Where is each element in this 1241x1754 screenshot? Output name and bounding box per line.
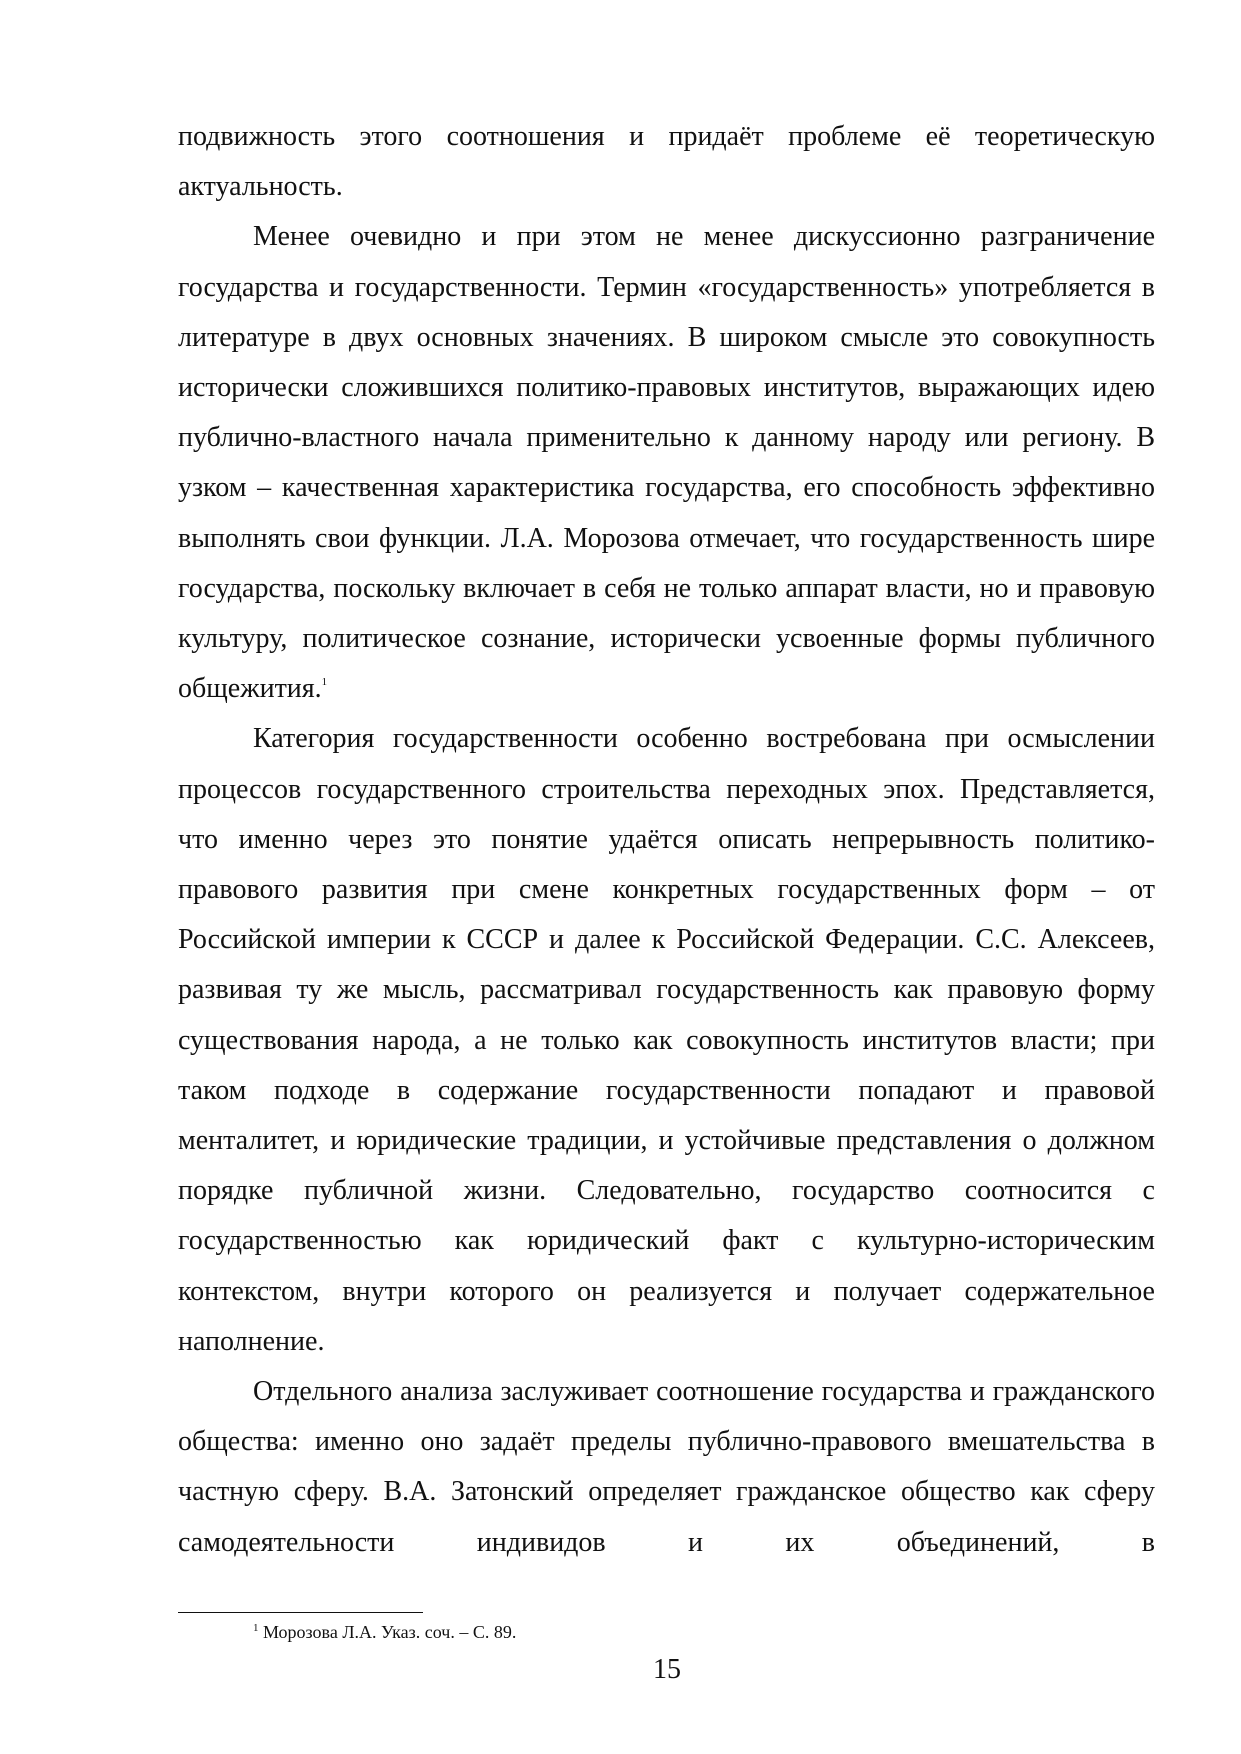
footnote-reference[interactable]: 1 (321, 675, 328, 688)
footnote-text: Морозова Л.А. Указ. соч. – С. 89. (263, 1622, 517, 1642)
footnote (253, 1620, 516, 1644)
paragraph-3 (178, 714, 1155, 1367)
page-number: 15 (653, 1654, 681, 1685)
paragraph-4 (178, 1367, 1155, 1568)
paragraph-3-text: Категория государственности особенно востребована при осмыслении процессов государственного строительства переходных эпох. Представляется, что именно через это понятие удаётся описать непрерывность политико-правового развития при смене конкретных государственных форм – от Российской империи к СССР и далее к Российской Федерации. С.С. Алексеев, развивая ту же мысль, рассматривал государственность как правовую форму существования народа, а не только как совокупность институтов власти; при таком подходе в содержание государственности попадают и правовой менталитет, и юридические традиции, и устойчивые представления о должном порядке публичной жизни. Следовательно, государство соотносится с государственностью как юридический факт с культурно-историческим контекстом, внутри которого он реализуется и получает содержательное наполнение. (178, 723, 1155, 1357)
page-body (178, 112, 1155, 1568)
paragraph-2-text: Менее очевидно и при этом не менее дискуссионно разграничение государства и государственности. Термин «государственность» употребляется в литературе в двух основных значениях. В широком смысле это совокупность исторически сложившихся политико-правовых институтов, выражающих идею публично-властного начала применительно к данному народу или региону. В узком – качественная характеристика государства, его способность эффективно выполнять свои функции. Л.А. Морозова отмечает, что государственность шире государства, поскольку включает в себя не только аппарат власти, но и правовую культуру, политическое сознание, исторически усвоенные формы публичного общежития. (178, 221, 1155, 705)
paragraph-2 (178, 212, 1155, 714)
paragraph-1 (178, 112, 1155, 212)
paragraph-4-text: Отдельного анализа заслуживает соотношение государства и гражданского общества: именно оно задаёт пределы публично-правового вмешательства в частную сферу. В.А. Затонский определяет гражданское общество как сферу самодеятельности индивидов и их объединений, в (178, 1376, 1155, 1558)
footnote-number: 1 (253, 1622, 259, 1634)
paragraph-1-text: подвижность этого соотношения и придаёт проблеме её теоретическую актуальность. (178, 121, 1155, 203)
footnote-separator (178, 1612, 423, 1613)
